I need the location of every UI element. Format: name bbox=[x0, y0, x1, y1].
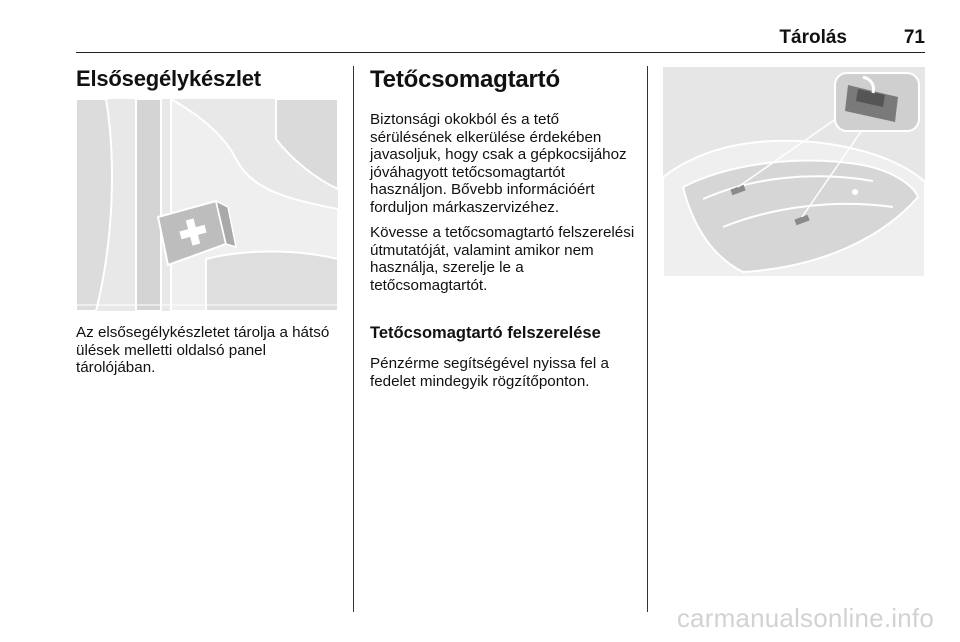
first-aid-kit-figure bbox=[76, 99, 338, 311]
first-aid-heading: Elsősegélykészlet bbox=[76, 66, 261, 91]
first-aid-caption bbox=[76, 324, 342, 385]
watermark: carmanualsonline.info bbox=[676, 603, 934, 633]
roof-rack-figure bbox=[663, 67, 925, 277]
roof-rack-install-body bbox=[370, 355, 636, 398]
roof-rack-heading: Tetőcsomagtartó bbox=[370, 66, 560, 93]
roof-rack-paragraph-2: Kövesse a tetőcsomagtartó felszerelési útmutatóját, valamint amikor nem használja, szerelje le a tetőcsomagtartót. bbox=[370, 224, 635, 294]
roof-rack-install-subheading: Tetőcsomagtartó felszerelése bbox=[370, 324, 601, 342]
section-title: Tárolás bbox=[779, 27, 847, 48]
column-divider-left bbox=[353, 66, 354, 612]
car-roof-illustration bbox=[663, 67, 925, 277]
column-divider-right bbox=[647, 66, 648, 612]
roof-rack-paragraph-1: Biztonsági okokból és a tető sérülésének elkerülése érdekében javasoljuk, hogy csak a gépkocsijához jóváhagyott tetőcsomagtartót használjon. Bővebb információért forduljon márkaszervizéhez. bbox=[370, 111, 627, 216]
roof-rack-body bbox=[370, 111, 636, 302]
page-header bbox=[76, 26, 925, 53]
first-aid-kit-illustration bbox=[76, 99, 338, 311]
first-aid-caption-text: Az elsősegélykészletet tárolja a hátsó ülések melletti oldalsó panel tárolójában. bbox=[76, 324, 330, 376]
page-number: 71 bbox=[903, 27, 925, 48]
roof-rack-install-text: Pénzérme segítségével nyissa fel a fedelet mindegyik rögzítőponton. bbox=[370, 355, 609, 390]
